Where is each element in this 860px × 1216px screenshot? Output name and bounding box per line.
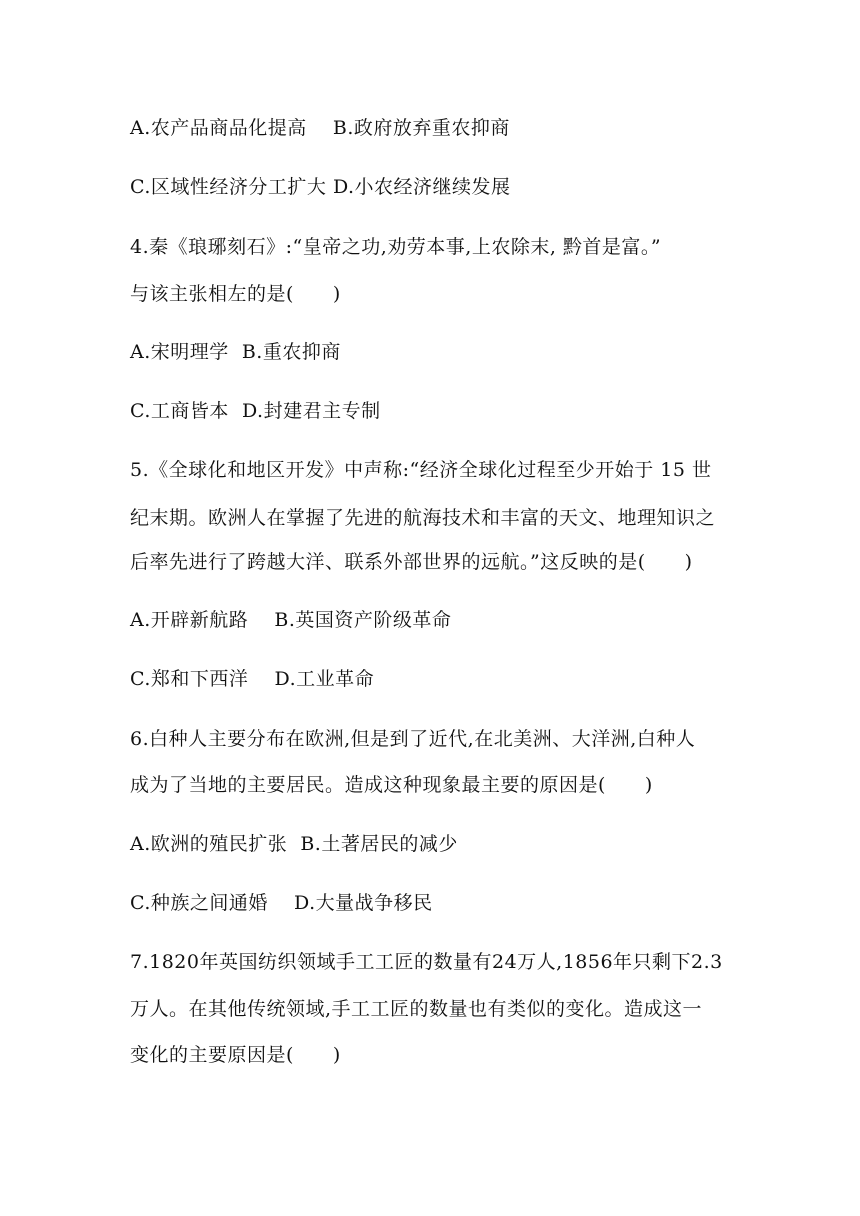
q6-stem-line-2: 成为了当地的主要居民。造成这种现象最主要的原因是( ) <box>130 774 653 796</box>
q5-option-cd: C.郑和下西洋 D.工业革命 <box>130 668 375 690</box>
q6-stem-line-1: 6.白种人主要分布在欧洲,但是到了近代,在北美洲、大洋洲,白种人 <box>130 728 696 750</box>
q4-stem-line-1: 4.秦《琅琊刻石》:“皇帝之功,劝劳本事,上农除末, 黔首是富。” <box>130 236 662 258</box>
q6-option-cd: C.种族之间通婚 D.大量战争移民 <box>130 892 433 914</box>
q5-stem-line-3: 后率先进行了跨越大洋、联系外部世界的远航。”这反映的是( ) <box>130 551 693 573</box>
q5-stem-line-2: 纪末期。欧洲人在掌握了先进的航海技术和丰富的天文、地理知识之 <box>130 507 716 529</box>
q7-stem-line-1: 7.1820年英国纺织领域手工工匠的数量有24万人,1856年只剩下2.3 <box>130 951 723 973</box>
q3-option-cd: C.区域性经济分工扩大 D.小农经济继续发展 <box>130 176 511 198</box>
q3-option-ab: A.农产品商品化提高 B.政府放弃重农抑商 <box>130 117 510 139</box>
q6-option-ab: A.欧洲的殖民扩张 B.土著居民的减少 <box>130 833 458 855</box>
q5-stem-line-1: 5.《全球化和地区开发》中声称:“经济全球化过程至少开始于 15 世 <box>130 459 712 481</box>
q5-option-ab: A.开辟新航路 B.英国资产阶级革命 <box>130 609 452 631</box>
q7-stem-line-3: 变化的主要原因是( ) <box>130 1044 341 1066</box>
q4-option-cd: C.工商皆本 D.封建君主专制 <box>130 400 381 422</box>
q4-stem-line-2: 与该主张相左的是( ) <box>130 283 341 305</box>
q7-stem-line-2: 万人。在其他传统领域,手工工匠的数量也有类似的变化。造成这一 <box>130 998 703 1020</box>
q4-option-ab: A.宋明理学 B.重农抑商 <box>130 341 341 363</box>
